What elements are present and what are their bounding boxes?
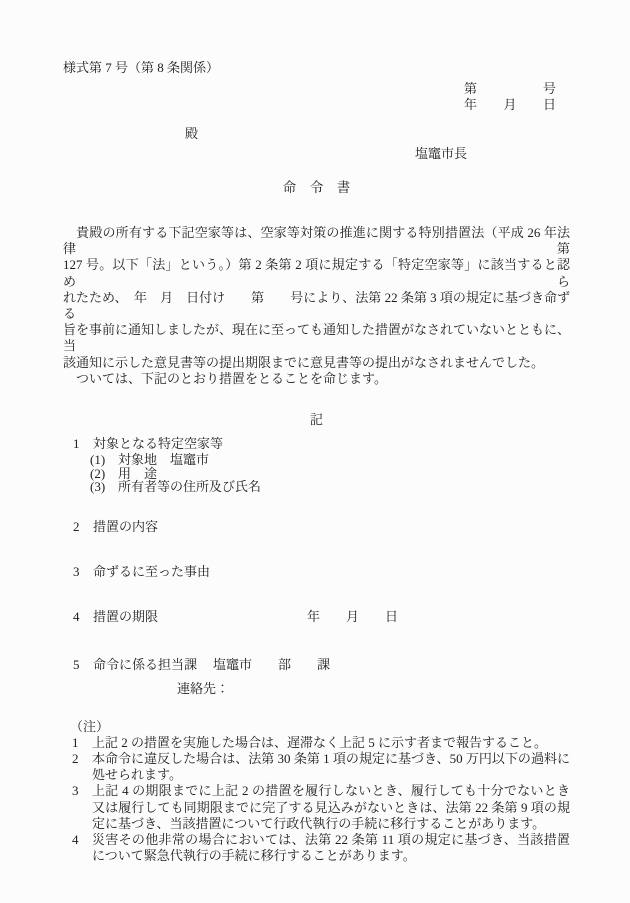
deadline-date-blank: 年 月 日 — [307, 608, 399, 624]
note-text: 災害その他非常の場合においては、法第 22 条第 11 項の規定に基づき、当該措置について緊急代執行の手続に移行することがあります。 — [92, 832, 570, 864]
document-title: 命 令 書 — [282, 180, 351, 195]
note-item — [63, 735, 570, 751]
subitem-text: 所有者等の住所及び氏名 — [118, 479, 262, 495]
note-text: 上記 4 の期限までに上記 2 の措置を履行しないとき、履行しても十分でないとき又は履行しても同期限までに完了する見込みがないときは、法第 22 条第 9 項の規定に基づき、当該措置について行政代執行の手続に移行することがあります。 — [92, 783, 570, 831]
date-year-label: 年 — [464, 97, 478, 112]
section-1-subitem — [63, 480, 570, 494]
body-line: れたため、 年 月 日付け 第 号により、法第 22 条第 3 項の規定に基づき命ずる — [63, 289, 570, 322]
document-number-line — [464, 81, 556, 97]
section-5-responsible-division — [63, 657, 570, 673]
section-1-subitems — [63, 453, 570, 494]
section-3-reason-for-order — [63, 564, 570, 580]
note-item — [63, 832, 570, 864]
form-number-label: 様式第 7 号（第 8 条関係） — [63, 60, 220, 75]
body-paragraph — [63, 225, 570, 387]
date-day-label: 日 — [542, 97, 556, 112]
body-line: 旨を事前に通知しましたが、現在に至っても通知した措置がなされていないとともに、当 — [63, 322, 571, 354]
section-title: 命令に係る担当課 — [93, 656, 198, 672]
section-number: 2 — [73, 518, 80, 534]
section-number: 5 — [73, 656, 80, 672]
note-number: 1 — [72, 734, 79, 750]
section-4-measure-deadline — [63, 609, 570, 625]
section-title: 措置の期限 — [93, 608, 159, 624]
addressee-line — [185, 126, 570, 142]
subitem-text: 用 途 — [118, 465, 158, 481]
note-text: 上記 2 の措置を実施した場合は、遅滞なく上記 5 に示す者まで報告すること。 — [92, 734, 548, 750]
date-month-label: 月 — [503, 97, 517, 112]
note-text: 本命令に違反した場合は、法第 30 条第 1 項の規定に基づき、50 万円以下の過料に処せられます。 — [92, 751, 570, 783]
section-1-target-vacant-house — [63, 436, 570, 452]
subitem-number: (2) — [90, 465, 106, 481]
body-line: 127 号。以下「法」という。）第 2 条第 2 項に規定する「特定空家等」に該当すると認めら — [63, 257, 570, 289]
section-number: 3 — [73, 563, 80, 579]
section-2-measure-content — [63, 519, 570, 535]
note-number: 3 — [72, 783, 79, 799]
body-line: 該通知に示した意見書等の提出期限までに意見書等の提出がなされませんでした。 — [63, 354, 545, 370]
body-line: ついては、下記のとおり措置をとることを命じます。 — [63, 370, 387, 386]
record-heading: 記 — [309, 412, 323, 428]
contact-label: 連絡先： — [177, 680, 230, 696]
section-title: 措置の内容 — [93, 518, 159, 534]
body-line: 貴殿の所有する下記空家等は、空家等対策の推進に関する特別措置法（平成 26 年法律第 — [63, 225, 570, 257]
section-number: 4 — [73, 608, 80, 624]
issuer-line: 塩竈市長 — [415, 146, 468, 161]
addressee-honorific: 殿 — [185, 126, 199, 141]
office-blank: 塩竈市 部 課 — [213, 656, 331, 672]
note-item — [63, 751, 570, 783]
notes-block — [63, 719, 570, 865]
section-number: 1 — [73, 436, 80, 452]
section-1-subitem — [63, 467, 570, 481]
notes-heading: （注） — [70, 718, 110, 734]
date-line — [464, 97, 556, 113]
note-number: 2 — [72, 751, 79, 767]
section-title: 対象となる特定空家等 — [93, 436, 224, 452]
subitem-number: (1) — [90, 452, 106, 468]
document-number-suffix: 号 — [542, 81, 556, 96]
subitem-text: 対象地 塩竈市 — [118, 452, 210, 468]
section-1-subitem — [63, 453, 570, 467]
document-number-prefix: 第 — [464, 81, 478, 96]
note-item — [63, 783, 570, 832]
subitem-number: (3) — [90, 479, 106, 495]
section-title: 命ずるに至った事由 — [93, 563, 211, 579]
notes-list — [63, 735, 570, 865]
note-number: 4 — [72, 832, 79, 848]
